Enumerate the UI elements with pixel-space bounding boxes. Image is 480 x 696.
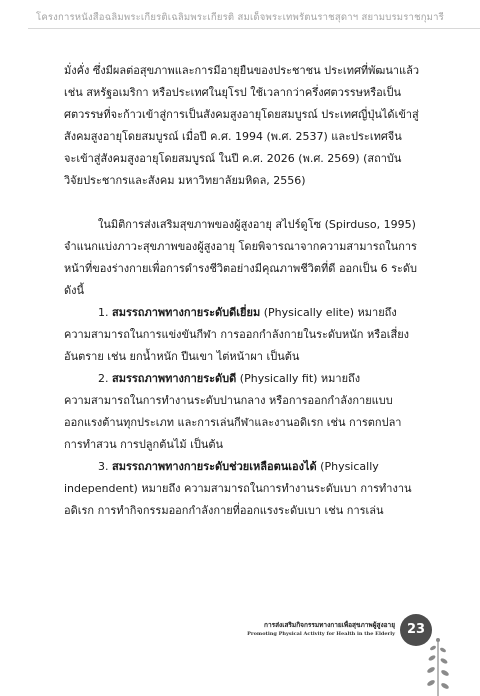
text-line: อันตราย เช่น ยกน้ำหนัก ปีนเขา ไต่หน้าผา เป็นต้น xyxy=(64,350,300,363)
text-line: ในมิติการส่งเสริมสุขภาพของผู้สูงอายุ สไปร์ดูโซ (Spirduso, 1995) xyxy=(98,218,416,231)
item-heading-rest: (Physically elite) หมายถึง xyxy=(260,306,397,319)
list-item-2 xyxy=(64,368,440,456)
footer-title-thai: การส่งเสริมกิจกรรมทางกายเพื่อสุขภาพผู้สูงอายุ xyxy=(264,621,395,629)
text-line: หน้าที่ของร่างกายเพื่อการดำรงชีวิตอย่างมีคุณภาพชีวิตที่ดี ออกเป็น 6 ระดับ xyxy=(64,262,418,275)
item-first-line xyxy=(64,368,440,390)
list-item-1 xyxy=(64,302,440,368)
paragraph-1 xyxy=(64,60,440,192)
item-number: 2. xyxy=(98,372,109,385)
text-line: สังคมสูงอายุโดยสมบูรณ์ เมื่อปี ค.ศ. 1994 (พ.ศ. 2537) และประเทศจีน xyxy=(64,130,402,143)
text-line: การทำสวน การปลูกต้นไม้ เป็นต้น xyxy=(64,438,224,451)
text-line: มั่งคั่ง ซึ่งมีผลต่อสุขภาพและการมีอายุยืนของประชาชน ประเทศที่พัฒนาแล้ว xyxy=(64,64,420,77)
item-heading: สมรรถภาพทางกายระดับช่วยเหลือตนเองได้ xyxy=(112,460,317,473)
item-number: 3. xyxy=(98,460,109,473)
item-first-line xyxy=(64,456,440,478)
list-item-3 xyxy=(64,456,440,522)
page-number-badge: 23 xyxy=(400,614,432,646)
item-heading-rest: (Physically fit) หมายถึง xyxy=(236,372,361,385)
item-first-line xyxy=(64,302,440,324)
item-heading-rest: (Physically xyxy=(316,460,379,473)
text-line: เช่น สหรัฐอเมริกา หรือประเทศในยุโรป ใช้เวลากว่าครึ่งศตวรรษหรือเป็น xyxy=(64,86,401,99)
footer-book-title xyxy=(235,620,395,638)
page-body xyxy=(64,60,440,522)
footer-title-english: Promoting Physical Activity for Health in the Elderly xyxy=(247,631,395,637)
text-line: independent) หมายถึง ความสามารถในการทำงานระดับเบา การทำงาน xyxy=(64,482,412,495)
item-heading: สมรรถภาพทางกายระดับดีเยี่ยม xyxy=(112,306,261,319)
text-line: จะเข้าสู่สังคมสูงอายุโดยสมบูรณ์ ในปี ค.ศ. 2026 (พ.ศ. 2569) (สถาบัน xyxy=(64,152,402,165)
flower-plant-icon xyxy=(424,636,452,696)
text-line: วิจัยประชากรและสังคม มหาวิทยาลัยมหิดล, 2556) xyxy=(64,174,306,187)
text-line: ออกแรงต้านทุกประเภท และการเล่นกีฬาและงานอดิเรก เช่น การตกปลา xyxy=(64,416,402,429)
item-number: 1. xyxy=(98,306,109,319)
text-line: อดิเรก การทำกิจกรรมออกกำลังกายที่ออกแรงระดับเบา เช่น การเล่น xyxy=(64,504,384,517)
paragraph-2 xyxy=(64,214,440,302)
text-line: ความสามารถในการทำงานระดับปานกลาง หรือการออกกำลังกายแบบ xyxy=(64,394,393,407)
header-divider xyxy=(28,28,480,29)
running-header: โครงการหนังสือฉลิมพระเกียรติเฉลิมพระเกียรติ สมเด็จพระเทพรัตนราชสุดาฯ สยามบรมราชกุมารี xyxy=(36,12,444,23)
text-line: จำแนกแบ่งภาวะสุขภาพของผู้สูงอายุ โดยพิจารณาจากความสามารถในการ xyxy=(64,240,417,253)
item-heading: สมรรถภาพทางกายระดับดี xyxy=(112,372,237,385)
text-line: ความสามารถในการแข่งขันกีฬา การออกกำลังกายในระดับหนัก หรือเสี่ยง xyxy=(64,328,410,341)
paragraph-gap xyxy=(64,192,440,214)
text-line: ดังนี้ xyxy=(64,284,85,297)
text-line: ศตวรรษที่จะก้าวเข้าสู่การเป็นสังคมสูงอายุโดยสมบูรณ์ ประเทศญี่ปุ่นได้เข้าสู่ xyxy=(64,108,419,121)
